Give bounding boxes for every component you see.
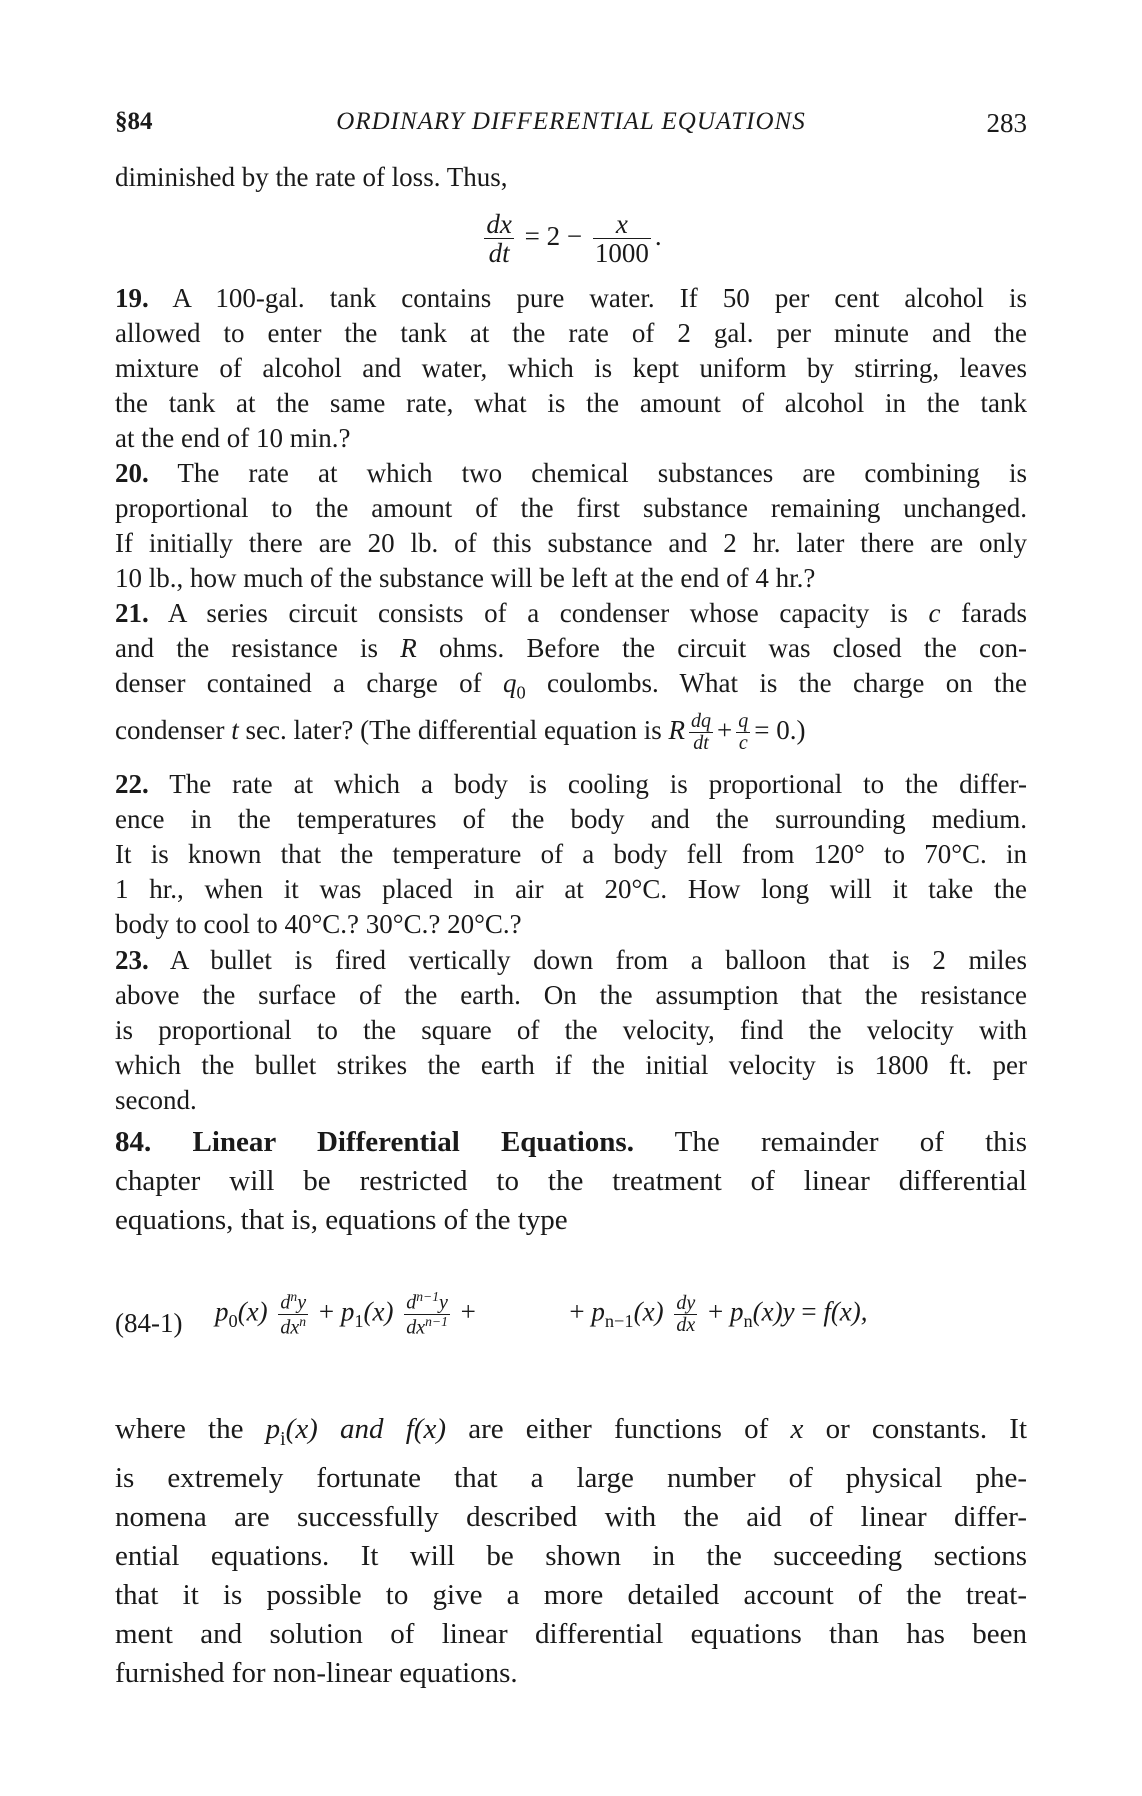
fraction-x-1000: $\frac{x}{1000}$ bbox=[594, 209, 649, 269]
problem-number: 19. bbox=[115, 283, 149, 313]
equation-dxdt: $\frac{dx}{dt}$ = 2 − $\frac{x}{1000}$ . bbox=[486, 209, 662, 269]
problem-22: 22. The rate at which a body is cooling is proportional to the differ- ence in the temperatures of the body and the surrounding medium. It is known that the temperature of a body fell from 120° to 70°C. in 1 hr., when it was placed in air at 20°C. How long will it take the body to cool to 40°C.? 30°C.? 20°C.? bbox=[115, 769, 1028, 939]
equation-84-1 bbox=[115, 1290, 1027, 1360]
running-header bbox=[115, 108, 1027, 144]
section-marker: §84 bbox=[115, 108, 153, 135]
fraction-dx-dt: $\frac{dx}{dt}$ bbox=[486, 209, 512, 269]
problem-21: 21. A series circuit consists of a condenser whose capacity is c farads and the resistance is R ohms. Before the circuit was closed the con- denser contained a charge of $q_0$ coulombs. What is the charge on the bbox=[115, 598, 1028, 703]
problem-20: 20. The rate at which two chemical substances are combining is proportional to the amount of the first substance remaining unchanged. If initially there are 20 lb. of this substance and 2 hr. later there are only 10 lb., how much of the substance will be left at the end of 4 hr.? bbox=[115, 458, 1027, 593]
fraction-dny-dxn: $\frac{d^ny}{dx^n}$ bbox=[280, 1289, 307, 1339]
problem-19: 19. A 100-gal. tank contains pure water. If 50 per cent alcohol is allowed to enter the tank at the rate of 2 gal. per minute and the mixture of alcohol and water, which is kept uniform by stirring, leaves the tank at the same rate, what is the amount of alcohol in the tank at the end of 10 min.? bbox=[115, 283, 1027, 453]
running-title: ORDINARY DIFFERENTIAL EQUATIONS bbox=[336, 108, 806, 135]
problem-number: 22. bbox=[115, 769, 149, 799]
equation-label: (84-1) bbox=[115, 1308, 183, 1338]
intro-text: diminished by the rate of loss. Thus, bbox=[115, 162, 508, 192]
problem-21-equation-line: condenser t sec. later? (The differential equation is R $\frac{dq}{dt}$ + $\frac{q}{c}$ = 0.) bbox=[115, 710, 806, 755]
problem-number: 23. bbox=[115, 945, 149, 975]
fraction-dn1y-dxn1: $\frac{d^{n-1}y}{dx^{n-1}}$ bbox=[406, 1289, 448, 1339]
fraction-dq-dt: $\frac{dq}{dt}$ bbox=[691, 710, 712, 755]
fraction-q-c: $\frac{q}{c}$ bbox=[738, 710, 749, 755]
equation-body: $p_0(x)$ $\frac{d^ny}{dx^n}$ + $p_1(x)$ $\frac{d^{n-1}y}{dx^{n-1}}$ + + $p_{n-1}(x)$ $\frac{dy}{dx}$ + $p_n(x)y = f(x)$, bbox=[215, 1289, 868, 1339]
page-number: 283 bbox=[986, 108, 1027, 138]
section-heading: 84. Linear Differential Equations. bbox=[115, 1126, 634, 1158]
problem-number: 21. bbox=[115, 598, 149, 628]
problem-23: 23. A bullet is fired vertically down from a balloon that is 2 miles above the surface of the earth. On the assumption that the resistance is proportional to the square of the velocity, find the velocity with which the bullet strikes the earth if the initial velocity is 1800 ft. per second. bbox=[115, 945, 1027, 1115]
fraction-dy-dx: $\frac{dy}{dx}$ bbox=[676, 1291, 696, 1336]
problem-number: 20. bbox=[115, 458, 149, 488]
section-84: 84. Linear Differential Equations. The remainder of this chapter will be restricted to the treatment of linear differential equations, that is, equations of the type bbox=[115, 1126, 1028, 1236]
closing-paragraph: where the $p_i(x)$ and f(x) are either functions of x or constants. It is extremely fortunate that a large number of physical phe- nomena are successfully described with the aid of linear differ- ential equations. It will be shown in the succeeding sections that it is possible to give a more detailed account of the treat- ment and solution of linear differential equations than has been furnished for non-linear equations. bbox=[115, 1413, 1028, 1689]
